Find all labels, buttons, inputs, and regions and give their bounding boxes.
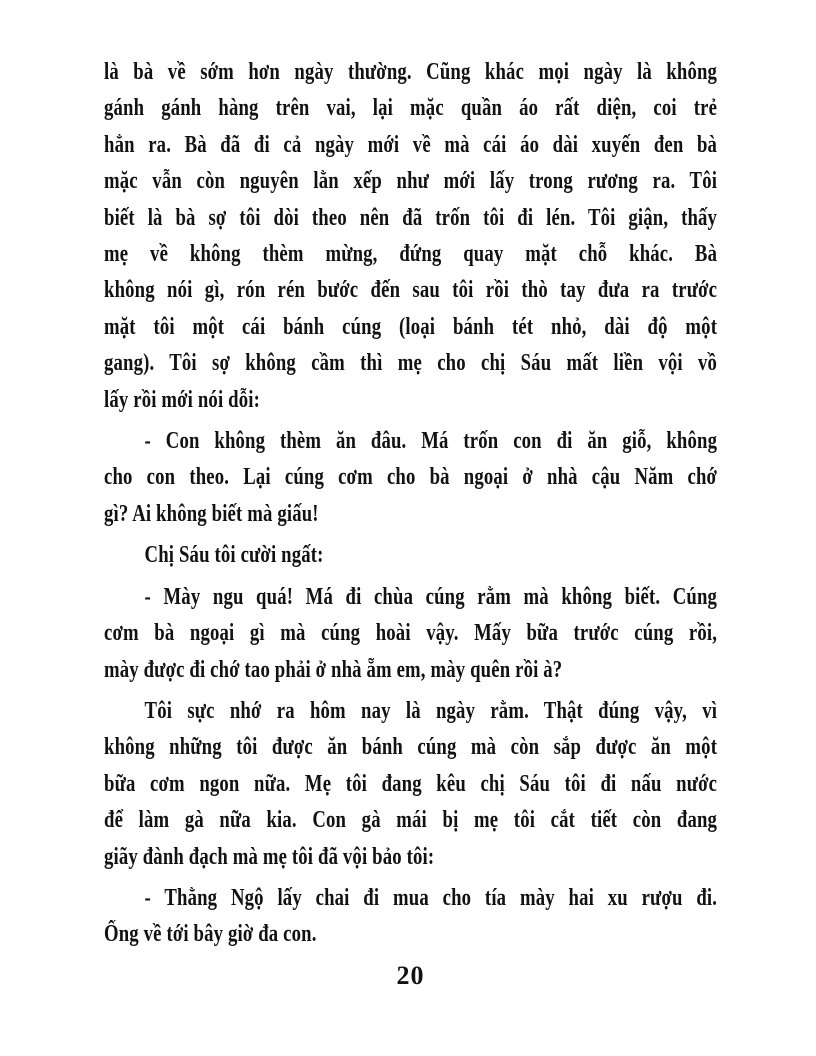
text-line: mặt tôi một cái bánh cúng (loại bánh tét nhỏ, dài độ một: [104, 313, 718, 340]
text-line: hẳn ra. Bà đã đi cả ngày mới về mà cái áo dài xuyến đen bà: [104, 131, 718, 158]
paragraph: [104, 54, 717, 418]
text-line: - Thằng Ngộ lấy chai đi mua cho tía mày hai xu rượu đi.: [144, 884, 718, 911]
paragraph: [104, 880, 717, 953]
text-line: Ổng về tới bây giờ đa con.: [104, 921, 317, 948]
text-line: là bà về sớm hơn ngày thường. Cũng khác mọi ngày là không: [104, 59, 718, 85]
text-line: lấy rồi mới nói dỗi:: [104, 386, 260, 413]
text-line: cơm bà ngoại gì mà cúng hoài vậy. Mấy bữa trước cúng rồi,: [104, 620, 718, 647]
paragraph: [104, 579, 717, 688]
text-line: giãy đành đạch mà mẹ tôi đã vội bảo tôi:: [104, 843, 435, 870]
text-line: gang). Tôi sợ không cầm thì mẹ cho chị Sáu mất liền vội vồ: [104, 350, 718, 377]
text-line: mặc vẫn còn nguyên lằn xếp như mới lấy trong rương ra. Tôi: [104, 168, 718, 195]
text-line: gánh gánh hàng trên vai, lại mặc quần áo rất diện, coi trẻ: [104, 95, 718, 122]
page-number: 20: [396, 961, 425, 990]
text-line: bữa cơm ngon nữa. Mẹ tôi đang kêu chị Sáu tôi đi nấu nước: [104, 770, 718, 797]
text-line: Tôi sực nhớ ra hôm nay là ngày rằm. Thật đúng vậy, vì: [144, 697, 718, 724]
text-line: mẹ về không thèm mừng, đứng quay mặt chỗ khác. Bà: [104, 241, 718, 268]
text-line: không nói gì, rón rén bước đến sau tôi rồi thò tay đưa ra trước: [104, 277, 718, 304]
text-line: - Mày ngu quá! Má đi chùa cúng rằm mà không biết. Cúng: [144, 583, 718, 610]
text-line: mày được đi chớ tao phải ở nhà ẵm em, mày quên rồi à?: [104, 656, 563, 683]
text-line: Chị Sáu tôi cười ngất:: [144, 542, 324, 569]
paragraph: [104, 693, 717, 875]
page-text-block: [104, 54, 717, 953]
paragraph: [104, 537, 717, 573]
text-line: gì? Ai không biết mà giấu!: [104, 500, 319, 527]
text-line: cho con theo. Lại cúng cơm cho bà ngoại ở nhà cậu Năm chớ: [104, 464, 718, 491]
text-line: không những tôi được ăn bánh cúng mà còn sắp được ăn một: [104, 734, 718, 761]
paragraph: [104, 423, 717, 532]
text-line: - Con không thèm ăn đâu. Má trốn con đi ăn giỗ, không: [144, 428, 718, 455]
text-line: để làm gà nữa kia. Con gà mái bị mẹ tôi cắt tiết còn đang: [104, 807, 718, 834]
text-line: biết là bà sợ tôi dòi theo nên đã trốn tôi đi lén. Tôi giận, thấy: [104, 204, 718, 231]
